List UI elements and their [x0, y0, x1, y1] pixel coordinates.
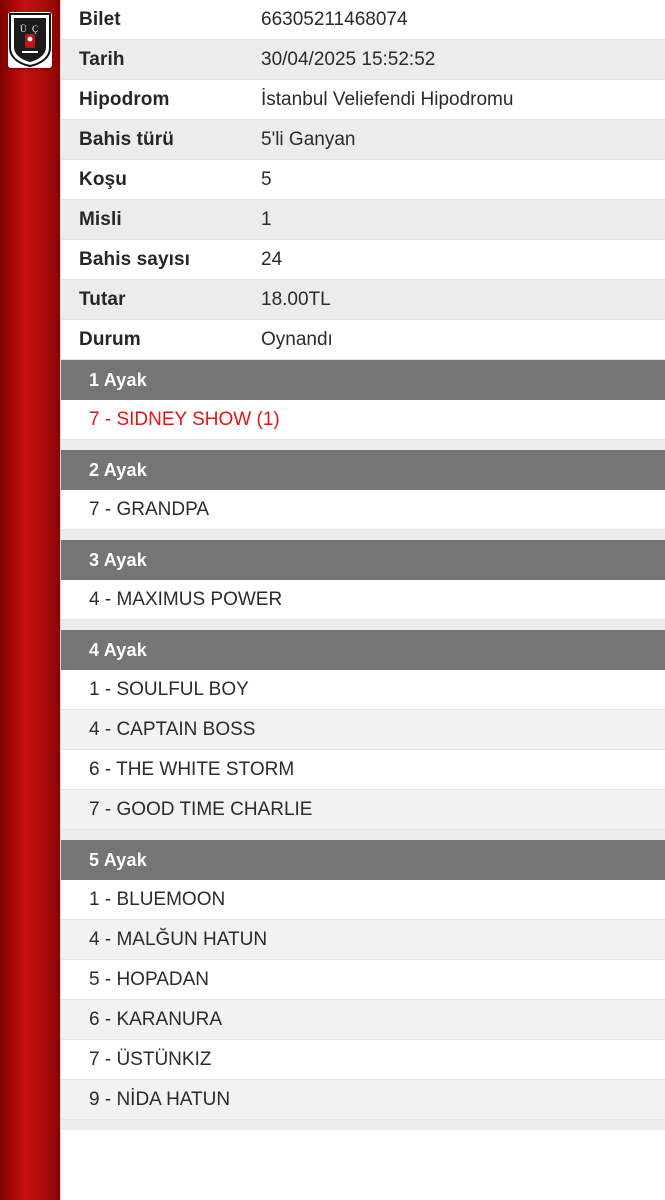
ticket-info-value: 30/04/2025 15:52:52 — [261, 48, 436, 70]
leg-selection-row[interactable]: 1 - BLUEMOON — [61, 880, 665, 920]
leg-spacer — [61, 830, 665, 840]
ticket-info-row — [61, 0, 665, 40]
leg-selection-block — [61, 880, 665, 1120]
ticket-info-table — [61, 0, 665, 360]
leg-spacer — [61, 440, 665, 450]
leg-selection-row[interactable]: 1 - SOULFUL BOY — [61, 670, 665, 710]
ticket-info-label: Bahis sayısı — [79, 248, 191, 270]
leg-spacer — [61, 620, 665, 630]
ticket-info-value: İstanbul Veliefendi Hipodromu — [261, 88, 514, 110]
leg-header: 5 Ayak — [61, 840, 665, 880]
leg-header: 4 Ayak — [61, 630, 665, 670]
ticket-info-row — [61, 120, 665, 160]
ticket-info-row — [61, 160, 665, 200]
leg-selection-row[interactable]: 4 - MAXIMUS POWER — [61, 580, 665, 620]
ticket-info-label: Hipodrom — [79, 88, 170, 110]
ticket-detail-panel — [60, 0, 665, 1200]
club-crest-logo[interactable] — [8, 12, 52, 68]
leg-selection-row[interactable]: 7 - ÜSTÜNKIZ — [61, 1040, 665, 1080]
ticket-info-value: Oynandı — [261, 328, 333, 350]
ticket-info-value: 5 — [261, 168, 272, 190]
ticket-info-label: Koşu — [79, 168, 127, 190]
leg-selection-block — [61, 400, 665, 440]
leg-selection-block — [61, 490, 665, 530]
leg-selection-row[interactable]: 7 - GOOD TIME CHARLIE — [61, 790, 665, 830]
leg-selection-row[interactable]: 9 - NİDA HATUN — [61, 1080, 665, 1120]
leg-selection-row[interactable]: 5 - HOPADAN — [61, 960, 665, 1000]
leg-selection-row[interactable]: 6 - KARANURA — [61, 1000, 665, 1040]
leg-selection-row[interactable]: 4 - CAPTAIN BOSS — [61, 710, 665, 750]
ticket-info-row — [61, 80, 665, 120]
ticket-info-label: Bilet — [79, 8, 121, 30]
ticket-info-value: 66305211468074 — [261, 8, 408, 30]
ticket-info-value: 24 — [261, 248, 283, 270]
ticket-info-row — [61, 280, 665, 320]
ticket-info-value: 1 — [261, 208, 272, 230]
ticket-info-row — [61, 40, 665, 80]
ticket-info-label: Durum — [79, 328, 141, 350]
leg-selection-row[interactable]: 6 - THE WHITE STORM — [61, 750, 665, 790]
leg-header: 2 Ayak — [61, 450, 665, 490]
ticket-info-label: Tarih — [79, 48, 125, 70]
ticket-info-row — [61, 240, 665, 280]
leg-header: 1 Ayak — [61, 360, 665, 400]
leg-header: 3 Ayak — [61, 540, 665, 580]
leg-selection-row[interactable]: 7 - SIDNEY SHOW (1) — [61, 400, 665, 440]
ticket-info-label: Tutar — [79, 288, 126, 310]
svg-text:Ü: Ü — [20, 24, 27, 34]
ticket-info-label: Misli — [79, 208, 122, 230]
ticket-info-value: 5'li Ganyan — [261, 128, 356, 150]
leg-selection-row[interactable]: 7 - GRANDPA — [61, 490, 665, 530]
ticket-info-label: Bahis türü — [79, 128, 174, 150]
leg-selection-row[interactable]: 4 - MALĞUN HATUN — [61, 920, 665, 960]
leg-selection-block — [61, 670, 665, 830]
left-sidebar-rail — [0, 0, 60, 1200]
leg-spacer — [61, 530, 665, 540]
leg-selection-block — [61, 580, 665, 620]
svg-text:Ç: Ç — [32, 24, 39, 34]
leg-spacer — [61, 1120, 665, 1130]
ticket-info-row — [61, 200, 665, 240]
legs-list — [61, 360, 665, 1130]
ticket-info-row — [61, 320, 665, 360]
ticket-info-value: 18.00TL — [261, 288, 331, 310]
